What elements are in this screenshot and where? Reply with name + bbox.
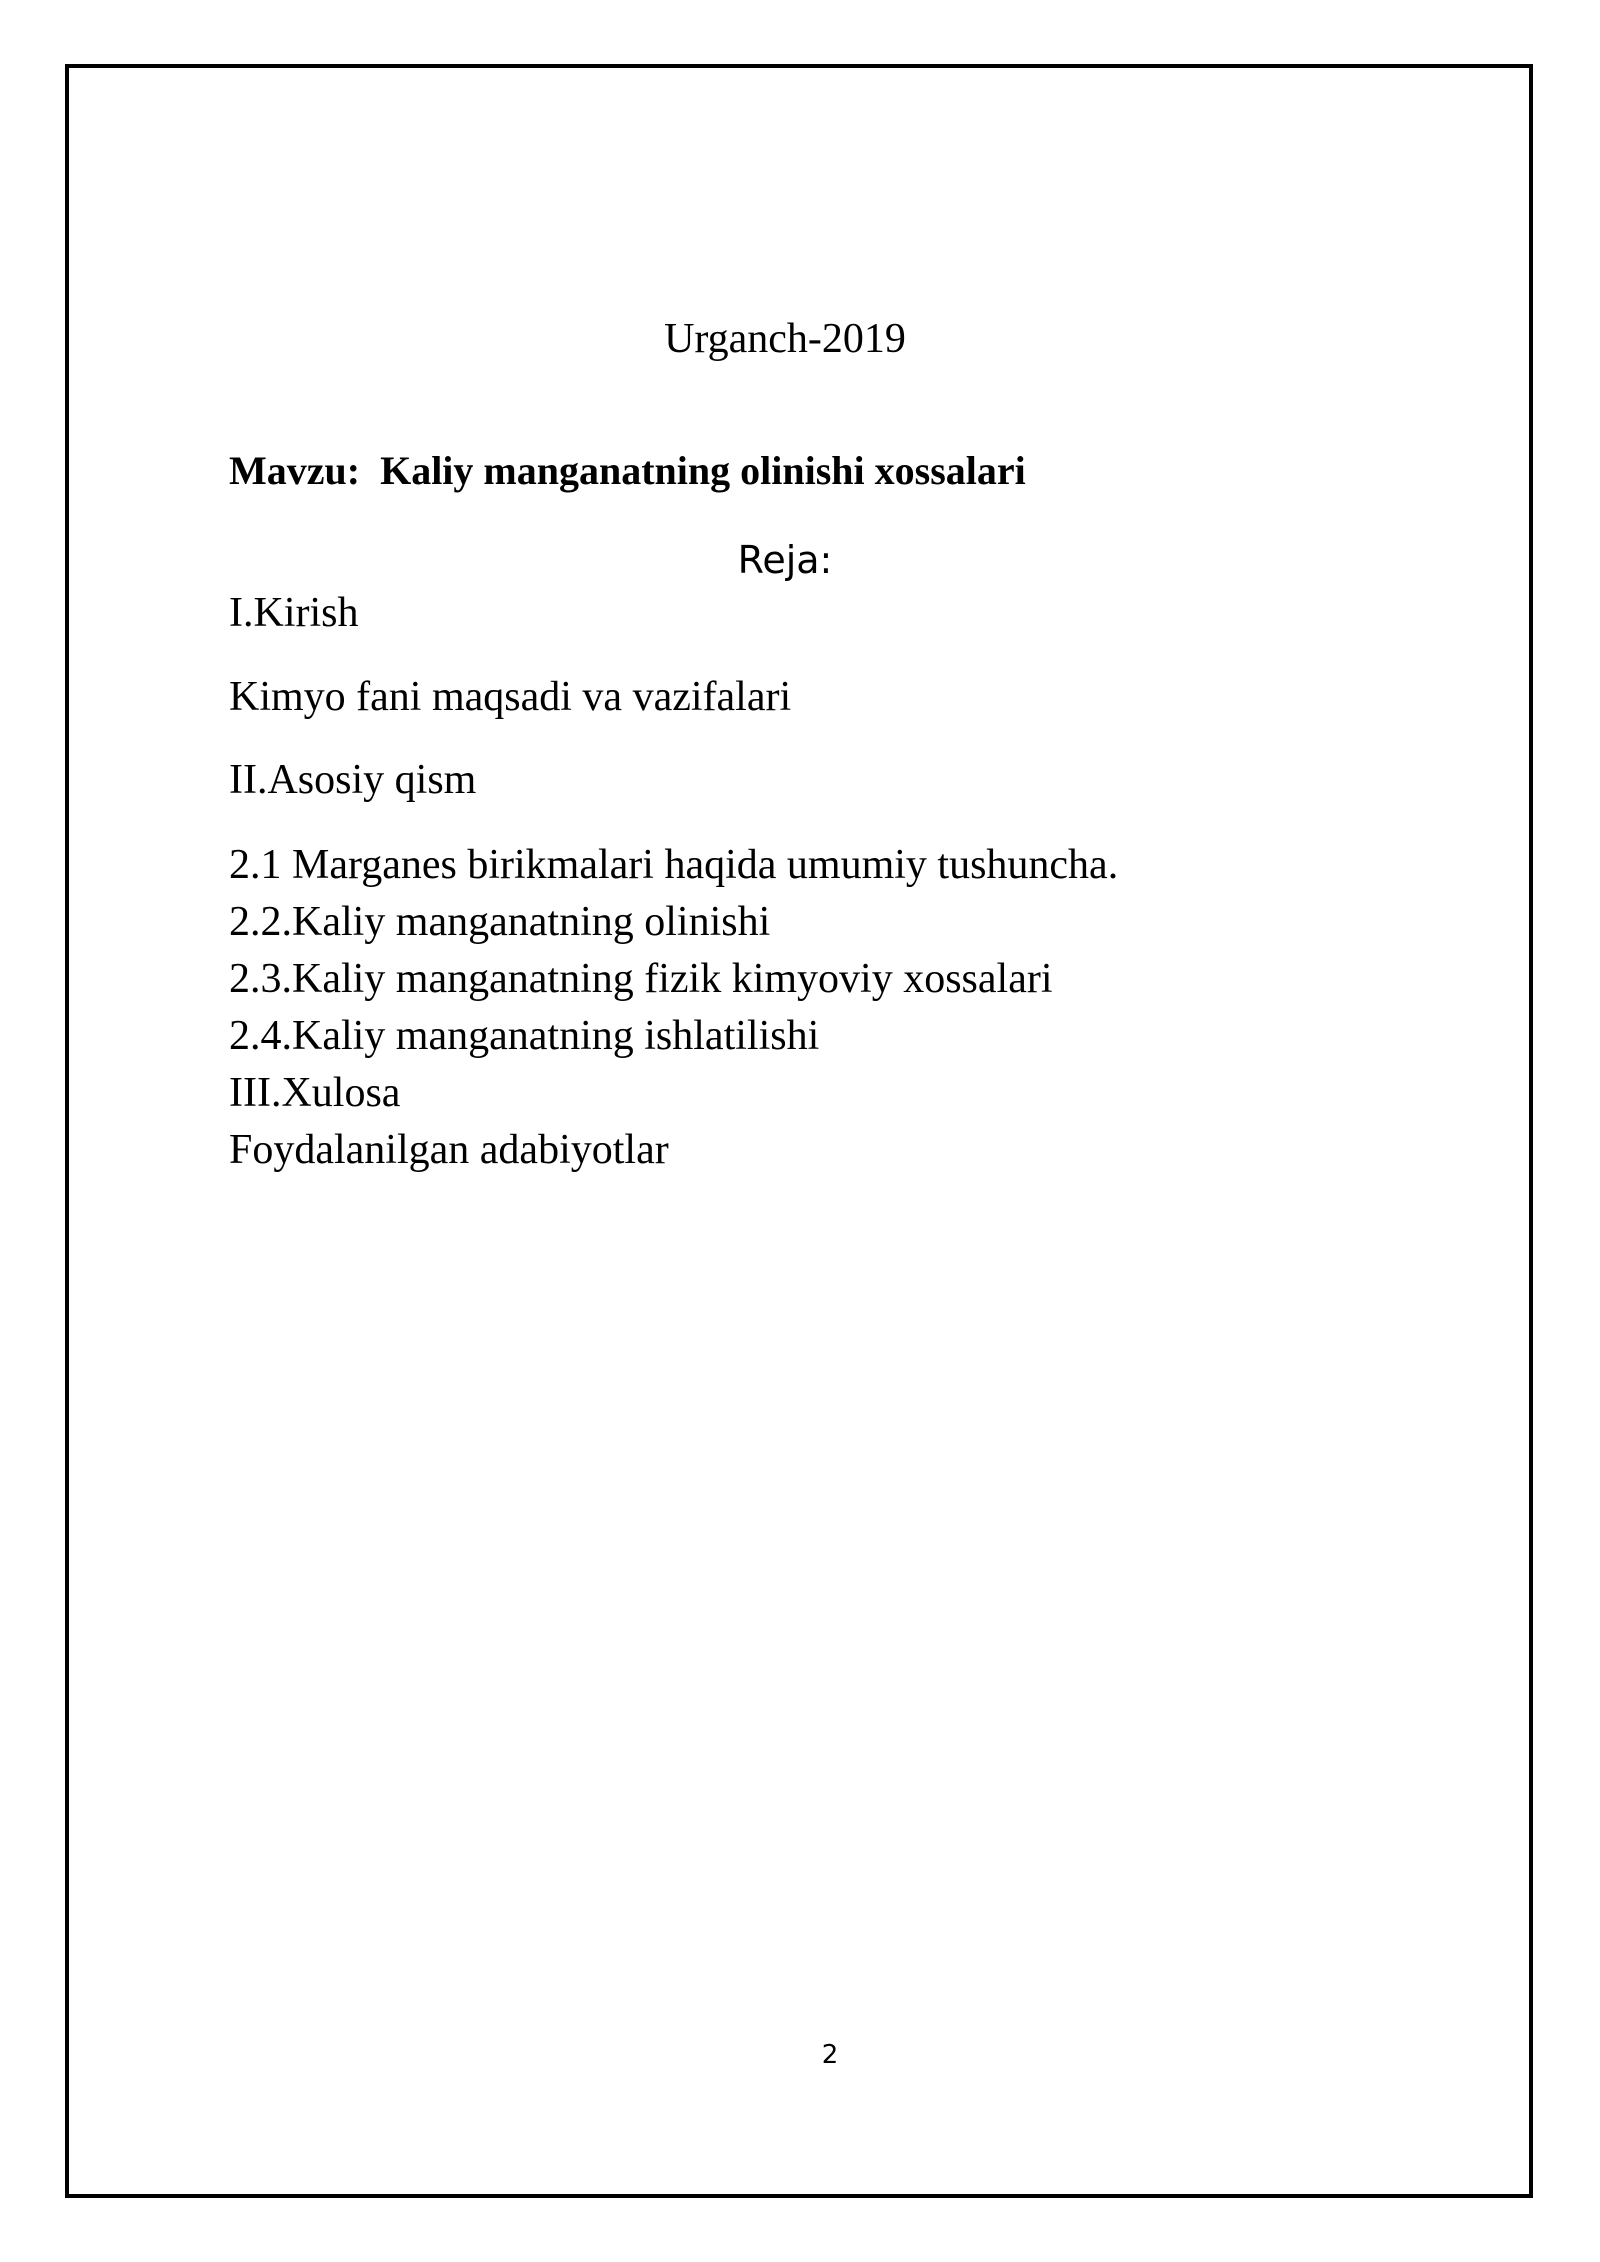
topic-title: Kaliy manganatning olinishi xossalari (380, 448, 1026, 493)
plan-item-2-2: 2.2.Kaliy manganatning olinishi (229, 899, 771, 945)
plan-item-2-1: 2.1 Marganes birikmalari haqida umumiy tushuncha. (229, 842, 1119, 888)
page-number: 2 (821, 2040, 839, 2070)
city-year: Urganch-2019 (664, 316, 906, 362)
plan-item-main-part: II.Asosiy qism (229, 757, 477, 803)
plan-heading: Reja: (737, 538, 833, 582)
plan-item-conclusion: III.Xulosa (229, 1070, 401, 1116)
topic-line (229, 444, 1026, 498)
topic-label: Mavzu: (229, 448, 361, 493)
plan-item-intro: I.Kirish (229, 590, 359, 636)
plan-item-references: Foydalanilgan adabiyotlar (229, 1127, 669, 1173)
plan-item-2-4: 2.4.Kaliy manganatning ishlatilishi (229, 1013, 820, 1059)
plan-item-2-3: 2.3.Kaliy manganatning fizik kimyoviy xossalari (229, 956, 1053, 1002)
plan-item-goals: Kimyo fani maqsadi va vazifalari (229, 674, 792, 720)
